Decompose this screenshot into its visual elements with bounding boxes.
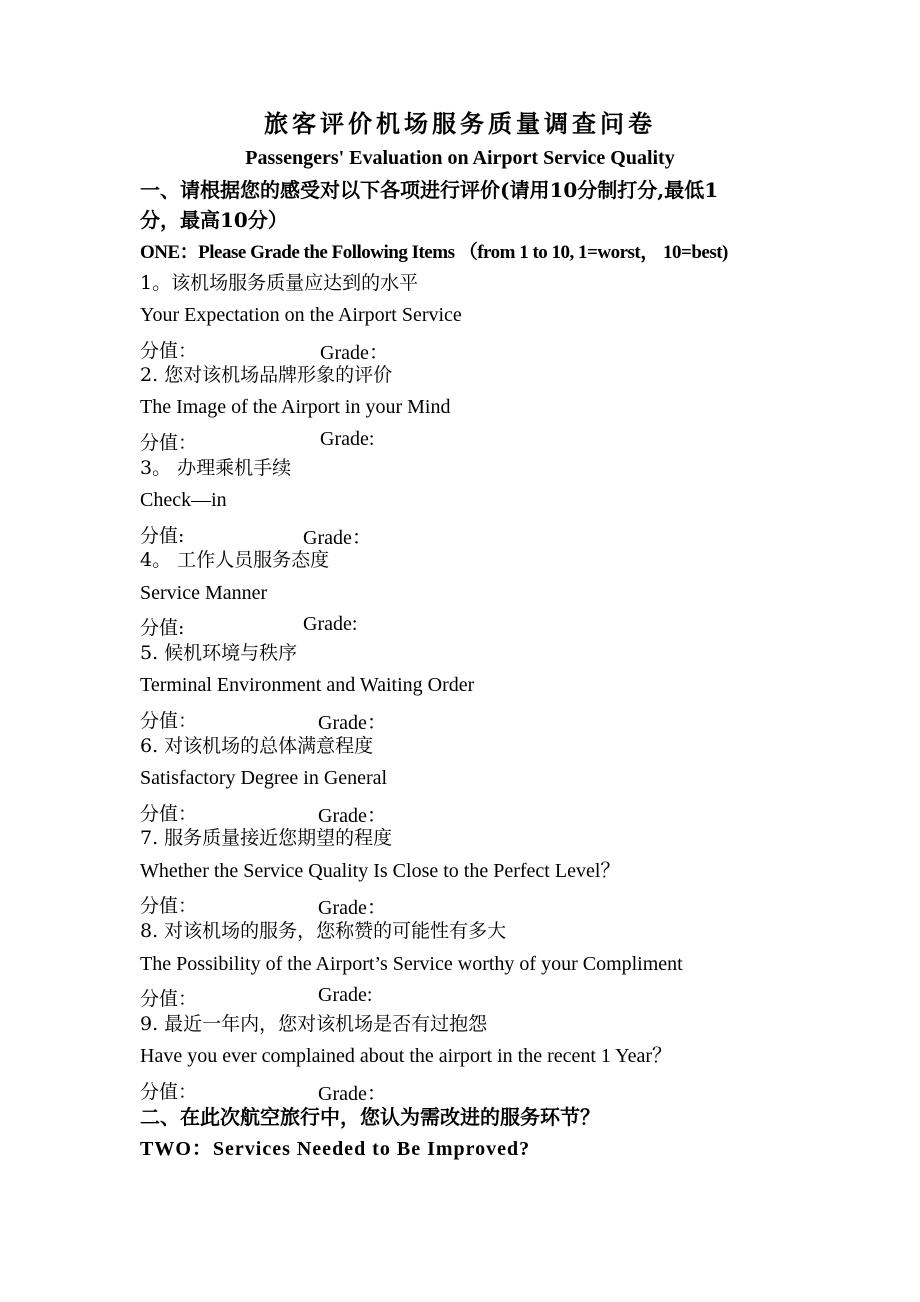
question-2-grade-row xyxy=(140,428,540,454)
question-4-cn: 4。 工作人员服务态度 xyxy=(140,549,330,571)
grade-label-en: Grade： xyxy=(303,527,372,549)
question-8-cn: 8. 对该机场的服务，您称赞的可能性有多大 xyxy=(140,920,507,942)
question-7-cn: 7. 服务质量接近您期望的程度 xyxy=(140,827,393,849)
question-2-en: The Image of the Airport in your Mind xyxy=(140,396,451,418)
score-label-cn: 分值: xyxy=(140,617,185,639)
grade-label-en: Grade： xyxy=(320,342,389,364)
question-1-grade-row xyxy=(140,336,540,364)
grade-label-en: Grade: xyxy=(303,613,358,635)
score-label-cn: 分值: xyxy=(140,525,185,547)
score-label-cn: 分值： xyxy=(140,340,198,362)
grade-label-en: Grade： xyxy=(318,805,387,827)
question-8-en: The Possibility of the Airport’s Service worthy of your Compliment xyxy=(140,953,683,975)
score-label-cn: 分值： xyxy=(140,895,198,917)
question-6-cn: 6. 对该机场的总体满意程度 xyxy=(140,735,374,757)
question-6-en: Satisfactory Degree in General xyxy=(140,767,388,789)
grade-label-en: Grade: xyxy=(318,984,373,1006)
question-3-grade-row xyxy=(140,521,540,549)
grade-label-en: Grade： xyxy=(318,1083,387,1105)
question-3-cn: 3。 办理乘机手续 xyxy=(140,457,292,479)
score-label-cn: 分值： xyxy=(140,432,198,454)
grade-label-en: Grade: xyxy=(320,428,375,450)
section-one-heading-cn-line2: 分，最高10分） xyxy=(140,208,288,232)
question-4-grade-row xyxy=(140,613,540,639)
question-5-en: Terminal Environment and Waiting Order xyxy=(140,674,475,696)
section-two-heading-cn: 二、在此次航空旅行中，您认为需改进的服务环节？ xyxy=(140,1105,600,1129)
question-5-cn: 5. 候机环境与秩序 xyxy=(140,642,298,664)
question-8-grade-row xyxy=(140,984,540,1010)
question-3-en: Check—in xyxy=(140,489,227,511)
score-label-cn: 分值： xyxy=(140,988,198,1010)
question-6-grade-row xyxy=(140,799,540,827)
section-two-heading-en: TWO：Services Needed to Be Improved? xyxy=(140,1138,531,1160)
question-9-en: Have you ever complained about the airport in the recent 1 Year？ xyxy=(140,1045,673,1067)
title-english: Passengers' Evaluation on Airport Service Quality xyxy=(245,147,675,169)
question-4-en: Service Manner xyxy=(140,582,268,604)
score-label-cn: 分值： xyxy=(140,710,198,732)
question-9-grade-row xyxy=(140,1077,540,1105)
question-1-en: Your Expectation on the Airport Service xyxy=(140,304,462,326)
grade-label-en: Grade： xyxy=(318,712,387,734)
title-chinese: 旅客评价机场服务质量调查问卷 xyxy=(264,109,656,138)
score-label-cn: 分值： xyxy=(140,1081,198,1103)
question-9-cn: 9. 最近一年内，您对该机场是否有过抱怨 xyxy=(140,1013,488,1035)
question-1-cn: 1。该机场服务质量应达到的水平 xyxy=(140,272,419,294)
question-7-en: Whether the Service Quality Is Close to the Perfect Level？ xyxy=(140,860,621,882)
section-one-heading-en: ONE：Please Grade the Following Items （from 1 to 10, 1=worst， 10=best) xyxy=(140,242,728,263)
grade-label-en: Grade： xyxy=(318,897,387,919)
score-label-cn: 分值： xyxy=(140,803,198,825)
question-2-cn: 2. 您对该机场品牌形象的评价 xyxy=(140,364,393,386)
question-7-grade-row xyxy=(140,891,540,919)
section-one-heading-cn-line1: 一、请根据您的感受对以下各项进行评价(请用10分制打分,最低1 xyxy=(140,178,719,202)
question-5-grade-row xyxy=(140,706,540,734)
